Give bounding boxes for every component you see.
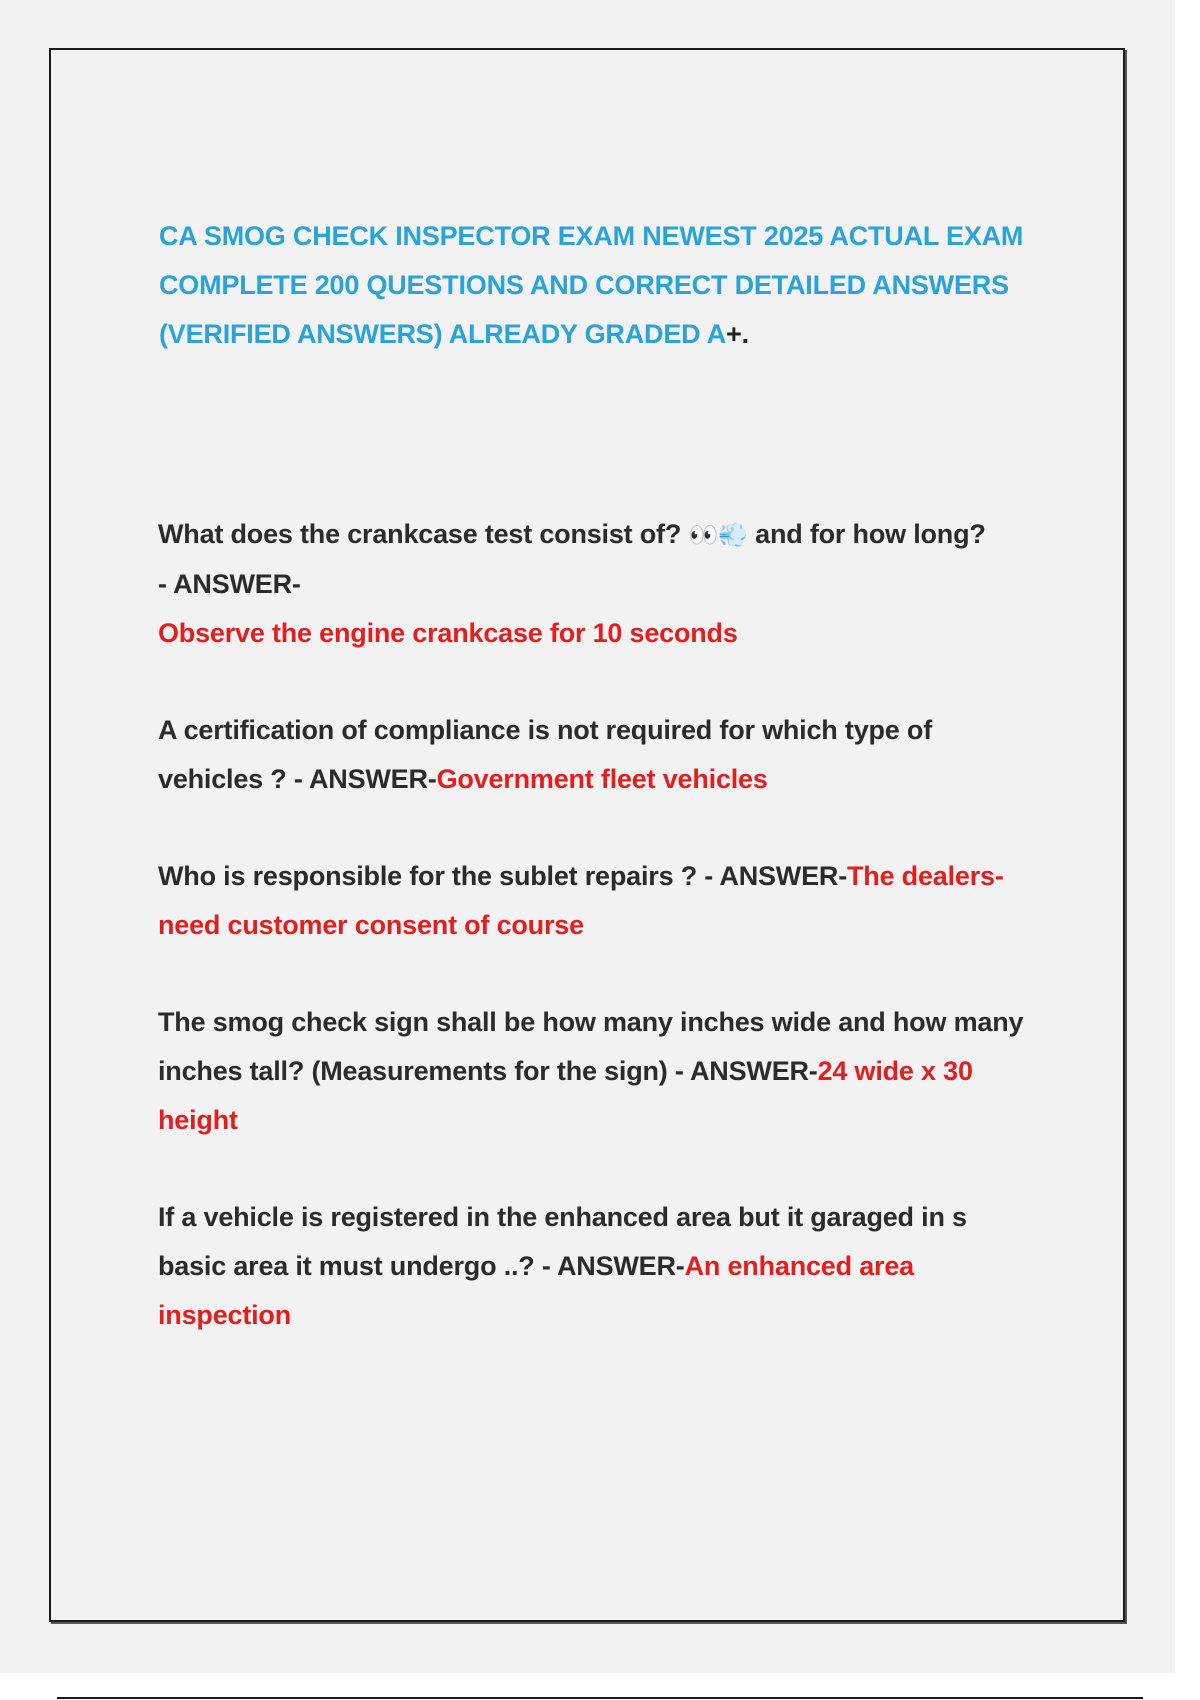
question-item-1 <box>158 510 1038 658</box>
answer-text: Observe the engine crankcase for 10 seconds <box>158 618 738 648</box>
title-tail: +. <box>726 319 749 349</box>
eyes-dash-emoji-icon: 👀💨 <box>688 522 748 549</box>
question-item-2 <box>158 706 1038 804</box>
title-main: CA SMOG CHECK INSPECTOR EXAM NEWEST 2025 ACTUAL EXAM COMPLETE 200 QUESTIONS AND CORRECT DETAILED ANSWERS (VERIFIED ANSWERS) ALREADY GRADED A <box>159 221 1024 349</box>
answer-text: The dealers- need customer consent of course <box>158 861 1004 940</box>
question-text: Who is responsible for the sublet repairs ? <box>158 861 697 891</box>
question-item-5 <box>158 1193 1038 1340</box>
answer-label: - ANSWER- <box>534 1251 685 1281</box>
answer-label: - ANSWER- <box>697 861 847 891</box>
answer-label: - ANSWER- <box>667 1056 818 1086</box>
question-text: The smog check sign shall be how many inches wide and how many inches tall? (Measurements for the sign) <box>158 1007 1024 1086</box>
answer-text: 24 wide x 30 height <box>158 1056 973 1135</box>
answer-text: Government fleet vehicles <box>436 764 768 794</box>
question-list <box>158 510 1038 1388</box>
answer-label: - ANSWER- <box>158 569 301 599</box>
answer-label: - ANSWER- <box>286 764 437 794</box>
document-title <box>159 212 1039 359</box>
answer-text: An enhanced area inspection <box>158 1251 914 1330</box>
question-text: If a vehicle is registered in the enhanced area but it garaged in s basic area it must undergo ..? <box>158 1202 967 1281</box>
footer-divider <box>57 1697 1143 1699</box>
question-item-4 <box>158 998 1038 1145</box>
question-text: What does the crankcase test consist of? <box>158 519 689 549</box>
question-text-continued: and for how long? <box>747 519 986 549</box>
question-item-3 <box>158 852 1038 950</box>
question-text: A certification of compliance is not required for which type of vehicles ? <box>158 715 932 794</box>
